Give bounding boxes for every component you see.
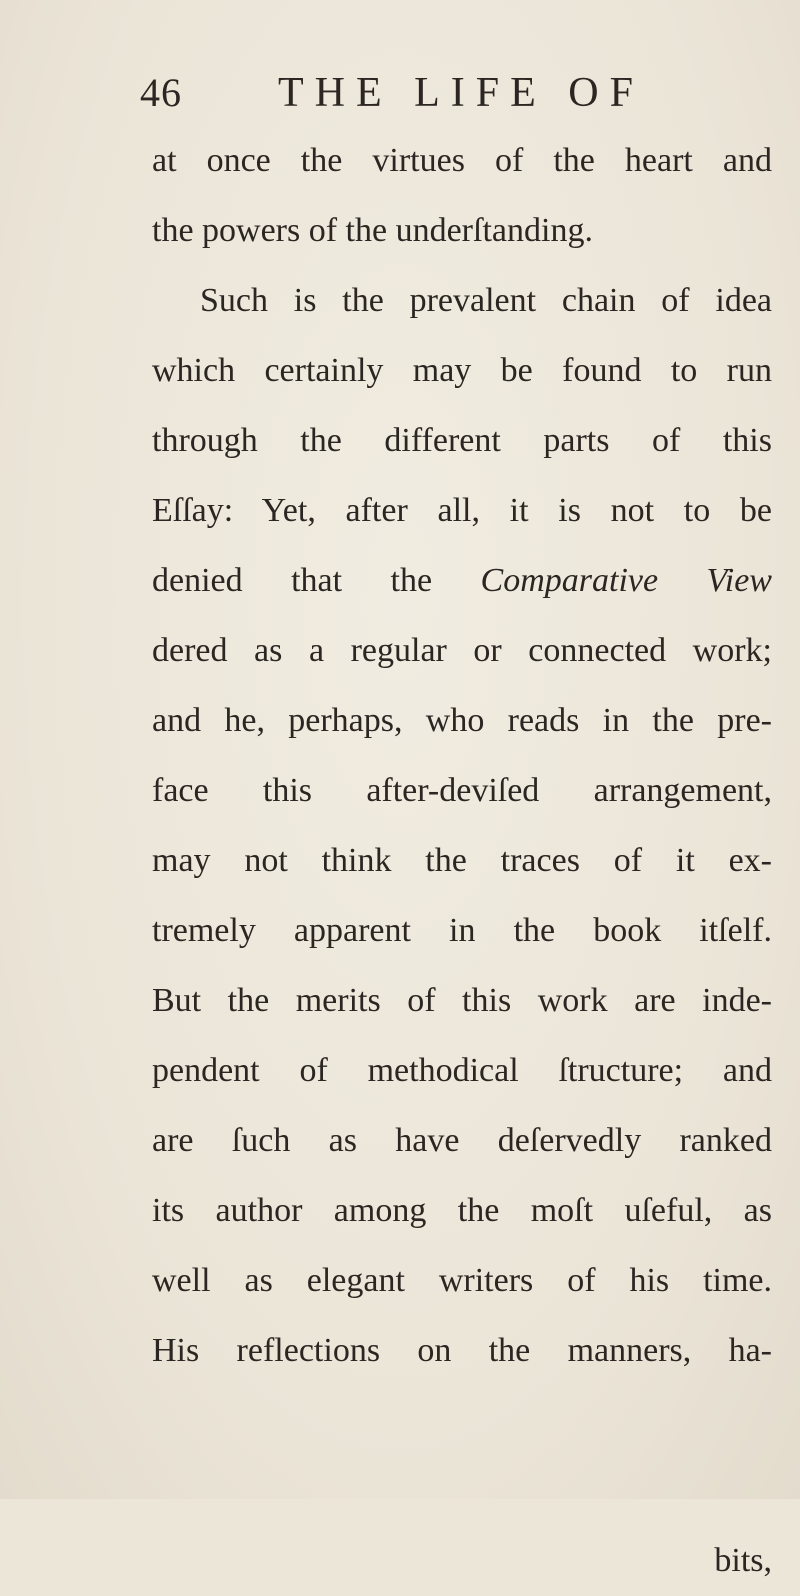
italic-title: Comparative View: [480, 562, 772, 599]
text-line: [152, 1456, 772, 1526]
text-line: which certainly may be found to run: [152, 352, 772, 389]
text-line: tremely apparent in the book itſelf.: [152, 912, 772, 949]
page-number: 46: [140, 70, 182, 115]
text-line: are ſuch as have deſervedly ranked: [152, 1122, 772, 1159]
text-line: and he, perhaps, who reads in the pre-: [152, 702, 772, 739]
page-header: [140, 68, 700, 118]
text-line: well as elegant writers of his time.: [152, 1262, 772, 1299]
text-line: may not think the traces of it ex-: [152, 842, 772, 879]
text-line: [152, 546, 772, 616]
text-line: His reflections on the manners, ha-: [152, 1332, 772, 1369]
text-line: But the merits of this work are inde-: [152, 982, 772, 1019]
text-line: face this after-deviſed arrangement,: [152, 772, 772, 809]
text-line: dered as a regular or connected work;: [152, 632, 772, 669]
text-line: its author among the moſt uſeful, as: [152, 1192, 772, 1229]
catchword: bits,: [714, 1542, 772, 1579]
text-line: the powers of the underſtanding.: [152, 212, 593, 249]
text-line: through the different parts of this: [152, 422, 772, 459]
text-line-start: denied that the: [152, 562, 481, 599]
running-head: THE LIFE OF: [278, 70, 644, 116]
text-line: Such is the prevalent chain of idea: [200, 282, 772, 319]
text-line: at once the virtues of the heart and: [152, 142, 772, 179]
text-line: [152, 1386, 772, 1456]
body-text: [152, 126, 772, 1596]
text-line: Eſſay: Yet, after all, it is not to be: [152, 492, 772, 529]
text-line: pendent of methodical ſtructure; and: [152, 1052, 772, 1089]
